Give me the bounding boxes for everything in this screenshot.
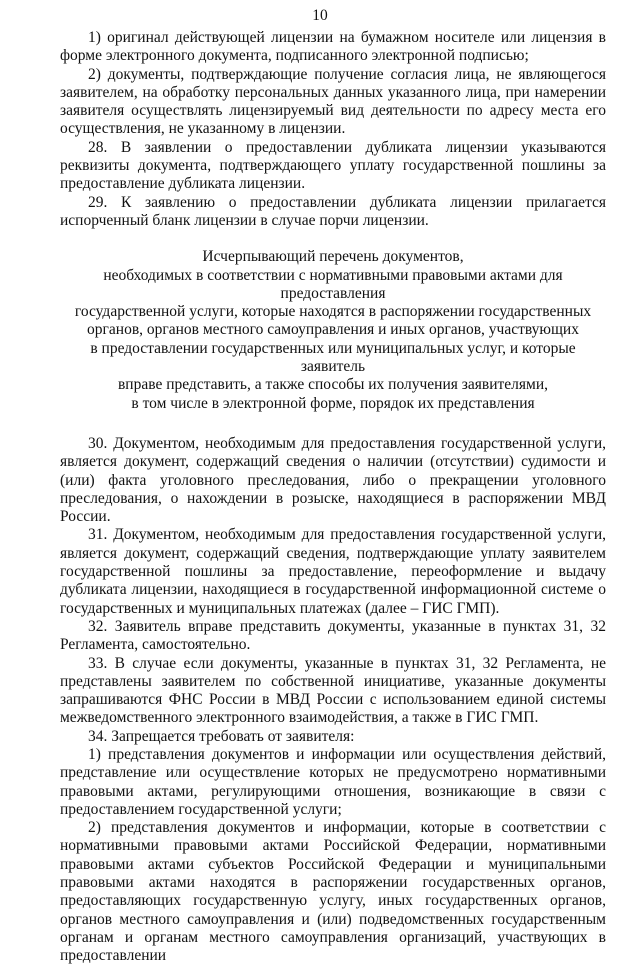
- paragraph-29: 29. К заявлению о предоставлении дубликата лицензии прилагается испорченный бланк лицензии в случае порчи лицензии.: [60, 193, 606, 229]
- heading-line: государственной услуги, которые находятся в распоряжении государственных: [74, 303, 592, 321]
- item-1-original-license: 1) оригинал действующей лицензии на бумажном носителе или лицензия в форме электронного документа, подписанного электронной подписью;: [60, 29, 606, 65]
- paragraph-28: 28. В заявлении о предоставлении дубликата лицензии указываются реквизиты документа, подтверждающего уплату государственной пошлины за предоставление дубликата лицензии.: [60, 138, 606, 193]
- heading-line: вправе представить, а также способы их получения заявителями,: [117, 376, 549, 394]
- heading-line: в предоставлении государственных или муниципальных услуг, и которые заявитель: [90, 339, 576, 376]
- spacer: [60, 413, 606, 435]
- paragraph-34-item-2: 2) представления документов и информации, которые в соответствии с нормативными правовыми актами Российской Федерации, нормативными правовыми актами субъектов Российской Федерации и муниципальными правовыми актами находятся в распоряжении государственных органов, предоставляющих государственную услугу, иных государственных органов, органов местного самоуправления и (или) подведомственных государственным органам и органам местного самоуправления организаций, участвующих в предоставлении: [60, 819, 606, 965]
- section-heading: [60, 248, 606, 413]
- document-body: [60, 29, 606, 966]
- heading-line: в том числе в электронной форме, порядок их представления: [131, 394, 535, 412]
- paragraph-33: 33. В случае если документы, указанные в пунктах 31, 32 Регламента, не представлены заявителем по собственной инициативе, указанные документы запрашиваются ФНС России в МВД России с использованием единой системы межведомственного электронного взаимодействия, а также в ГИС ГМП.: [60, 654, 606, 727]
- heading-line: необходимых в соответствии с нормативными правовыми актами для предоставления: [103, 266, 563, 302]
- spacer: [60, 230, 606, 248]
- paragraph-32: 32. Заявитель вправе представить документы, указанные в пунктах 31, 32 Регламента, самостоятельно.: [60, 617, 606, 654]
- item-2-consent-documents: 2) документы, подтверждающие получение согласия лица, не являющегося заявителем, на обработку персональных данных указанного лица, при намерении заявителя осуществлять лицензируемый вид деятельности по адресу места его осуществления, не указанному в лицензии.: [60, 65, 606, 138]
- page-number: 10: [312, 7, 328, 24]
- paragraph-34: 34. Запрещается требовать от заявителя:: [88, 727, 355, 745]
- paragraph-34-item-1: 1) представления документов и информации или осуществления действий, представление или осуществление которых не предусмотрено нормативными правовыми актами, регулирующими отношения, возникающие в связи с предоставлением государственной услуги;: [60, 745, 606, 818]
- paragraph-30: 30. Документом, необходимым для предоставления государственной услуги, является документ, содержащий сведения о наличии (отсутствии) судимости и (или) факта уголовного преследования, либо о прекращении уголовного преследования, о нахождении в розыске, находящиеся в распоряжении МВД России.: [60, 434, 606, 526]
- heading-line: Исчерпывающий перечень документов,: [202, 248, 464, 266]
- paragraph-31: 31. Документом, необходимым для предоставления государственной услуги, является документ, содержащий сведения, подтверждающие уплату заявителем государственной пошлины за предоставление, переоформление и выдачу дубликата лицензии, находящиеся в государственной информационной системе о государственных и муниципальных платежах (далее – ГИС ГМП).: [60, 526, 606, 617]
- heading-line: органов, органов местного самоуправления и иных органов, участвующих: [87, 321, 579, 339]
